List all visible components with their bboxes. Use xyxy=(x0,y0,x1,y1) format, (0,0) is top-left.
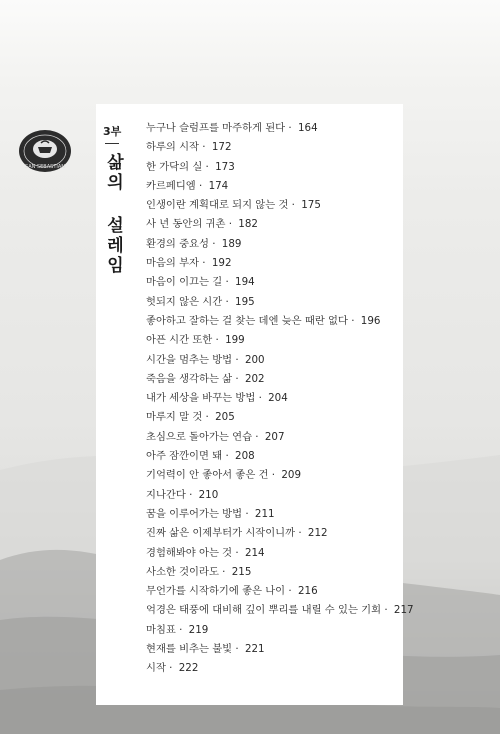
toc-entry-page: 208 xyxy=(235,450,255,463)
toc-separator: · xyxy=(268,469,279,482)
toc-entry-page: 222 xyxy=(178,662,199,675)
toc-entry-title: 아주 잠깐이면 돼 xyxy=(146,450,223,463)
toc-separator: · xyxy=(232,643,242,656)
toc-entry-page: 205 xyxy=(215,411,235,424)
toc-entry-page: 215 xyxy=(231,565,252,578)
toc-separator: · xyxy=(185,488,196,501)
toc-separator: · xyxy=(288,199,299,212)
toc-entry-title: 시간을 멈추는 방법 xyxy=(146,353,233,366)
toc-entry-page: 196 xyxy=(360,314,381,327)
toc-entry-title: 진짜 삶은 이제부터가 시작이니까 xyxy=(146,527,296,540)
toc-entry-page: 209 xyxy=(281,469,301,482)
toc-entry-page: 195 xyxy=(235,295,255,308)
toc-separator: · xyxy=(242,507,252,520)
toc-entry-title: 아픈 시간 또한 xyxy=(146,334,213,347)
toc-separator: · xyxy=(202,411,213,424)
toc-entry-page: 175 xyxy=(301,199,321,212)
svg-text:SAN SEBASTIAN: SAN SEBASTIAN xyxy=(24,164,66,170)
toc-entry-page: 221 xyxy=(244,643,265,656)
toc-entry-page: 214 xyxy=(244,546,265,559)
part-number: 3부 xyxy=(103,125,122,138)
toc-entry-page: 200 xyxy=(244,353,265,366)
toc-entry xyxy=(146,138,414,157)
toc-entry-title: 내가 세상을 바꾸는 방법 xyxy=(146,392,256,405)
toc-entry-title: 시작 xyxy=(146,662,166,675)
toc-entry xyxy=(146,505,414,524)
toc-separator: · xyxy=(232,546,242,559)
toc-entry xyxy=(146,563,414,582)
toc-entry-title: 억경은 태풍에 대비해 깊이 뿌리를 내릴 수 있는 기회 xyxy=(146,604,382,617)
toc-entry-title: 좋아하고 잘하는 걸 찾는 데엔 늦은 때란 없다 xyxy=(146,314,348,327)
toc-separator: · xyxy=(199,257,209,270)
toc-entry xyxy=(146,486,414,505)
toc-entry-page: 194 xyxy=(235,276,255,289)
toc-entry xyxy=(146,428,414,447)
toc-entry-title: 하루의 시작 xyxy=(146,141,200,154)
toc-separator: · xyxy=(347,314,358,327)
toc-entry-title: 카르페디엠 xyxy=(146,179,196,192)
toc-entry-title: 마음이 이끄는 길 xyxy=(146,276,223,289)
toc-entry-page: 207 xyxy=(264,430,285,443)
toc-separator: · xyxy=(202,160,213,173)
toc-separator: · xyxy=(222,276,233,289)
toc-entry-title: 초심으로 돌아가는 연습 xyxy=(146,430,253,443)
toc-entry xyxy=(146,370,414,389)
toc-entry-title: 무언가를 시작하기에 좋은 나이 xyxy=(146,585,286,598)
toc-entry xyxy=(146,119,414,138)
toc-separator: · xyxy=(195,179,206,192)
toc-entry xyxy=(146,254,414,273)
toc-separator: · xyxy=(218,565,229,578)
toc-entry-page: 164 xyxy=(297,122,318,134)
toc-entry-page: 189 xyxy=(221,237,242,250)
toc-separator: · xyxy=(208,237,219,250)
toc-entry-page: 212 xyxy=(307,527,328,540)
toc-entry xyxy=(146,196,414,215)
toc-entry-page: 210 xyxy=(198,488,219,501)
toc-entry-title: 경험해봐야 아는 것 xyxy=(146,546,233,559)
toc-entry xyxy=(146,273,414,292)
toc-entry xyxy=(146,447,414,466)
toc-entry xyxy=(146,466,414,485)
toc-entry xyxy=(146,215,414,234)
toc-entry-page: 216 xyxy=(297,585,318,598)
toc-separator: · xyxy=(285,585,295,598)
toc-entry-title: 누구나 슬럼프를 마주하게 된다 xyxy=(146,122,286,134)
toc-separator: · xyxy=(232,353,242,366)
toc-separator: · xyxy=(381,604,391,617)
toc-entry xyxy=(146,582,414,601)
toc-entry xyxy=(146,659,414,678)
toc-entry-title: 헛되지 않은 시간 xyxy=(146,295,223,308)
toc-entry-page: 174 xyxy=(208,179,229,192)
toc-entry xyxy=(146,235,414,254)
toc-entry-title: 사 년 동안의 귀촌 xyxy=(146,218,226,231)
toc-entry-title: 현재를 비추는 불빛 xyxy=(146,643,233,656)
toc-entry-page: 204 xyxy=(268,392,288,405)
part-divider xyxy=(105,143,119,144)
toc-entry xyxy=(146,158,414,177)
toc-entry xyxy=(146,312,414,331)
toc-entry-page: 182 xyxy=(238,218,258,231)
toc-entry-title: 사소한 것이라도 xyxy=(146,565,219,578)
toc-entry-page: 172 xyxy=(211,141,232,154)
toc-entry xyxy=(146,351,414,370)
toc-entry-page: 199 xyxy=(225,334,245,347)
toc-entry-page: 219 xyxy=(188,623,209,636)
toc-entry-title: 마루지 말 것 xyxy=(146,411,203,424)
table-of-contents xyxy=(146,119,414,679)
toc-entry-title: 한 가닥의 실 xyxy=(146,160,203,173)
toc-separator: · xyxy=(252,430,262,443)
toc-entry-title: 지나간다 xyxy=(146,488,186,501)
toc-entry-title: 인생이란 계획대로 되지 않는 것 xyxy=(146,199,289,212)
part-title: 삶의 설레임 xyxy=(103,153,123,276)
toc-separator: · xyxy=(165,662,176,675)
toc-separator: · xyxy=(175,623,186,636)
toc-entry-title: 마음의 부자 xyxy=(146,257,200,270)
toc-separator: · xyxy=(222,450,233,463)
toc-separator: · xyxy=(295,527,305,540)
toc-entry xyxy=(146,601,414,620)
toc-separator: · xyxy=(225,218,236,231)
toc-separator: · xyxy=(212,334,223,347)
toc-entry-title: 환경의 중요성 xyxy=(146,237,209,250)
toc-entry-title: 죽음을 생각하는 삶 xyxy=(146,372,233,385)
toc-separator: · xyxy=(199,141,209,154)
toc-entry-title: 기억력이 안 좋아서 좋은 건 xyxy=(146,469,269,482)
toc-entry-page: 173 xyxy=(215,160,235,173)
toc-entry xyxy=(146,293,414,312)
toc-entry xyxy=(146,331,414,350)
toc-entry-title: 마침표 xyxy=(146,623,176,636)
toc-entry xyxy=(146,640,414,659)
toc-entry-page: 217 xyxy=(393,604,414,617)
toc-entry-page: 192 xyxy=(211,257,232,270)
toc-entry-page: 202 xyxy=(244,372,265,385)
toc-separator: · xyxy=(285,122,295,134)
toc-entry xyxy=(146,389,414,408)
toc-separator: · xyxy=(222,295,233,308)
toc-entry-title: 꿈을 이루어가는 방법 xyxy=(146,507,243,520)
toc-entry xyxy=(146,177,414,196)
toc-entry xyxy=(146,524,414,543)
toc-entry xyxy=(146,621,414,640)
san-sebastian-seal xyxy=(16,125,74,175)
toc-entry xyxy=(146,544,414,563)
toc-entry xyxy=(146,408,414,427)
toc-separator: · xyxy=(232,372,242,385)
toc-separator: · xyxy=(255,392,266,405)
toc-entry-page: 211 xyxy=(254,507,275,520)
